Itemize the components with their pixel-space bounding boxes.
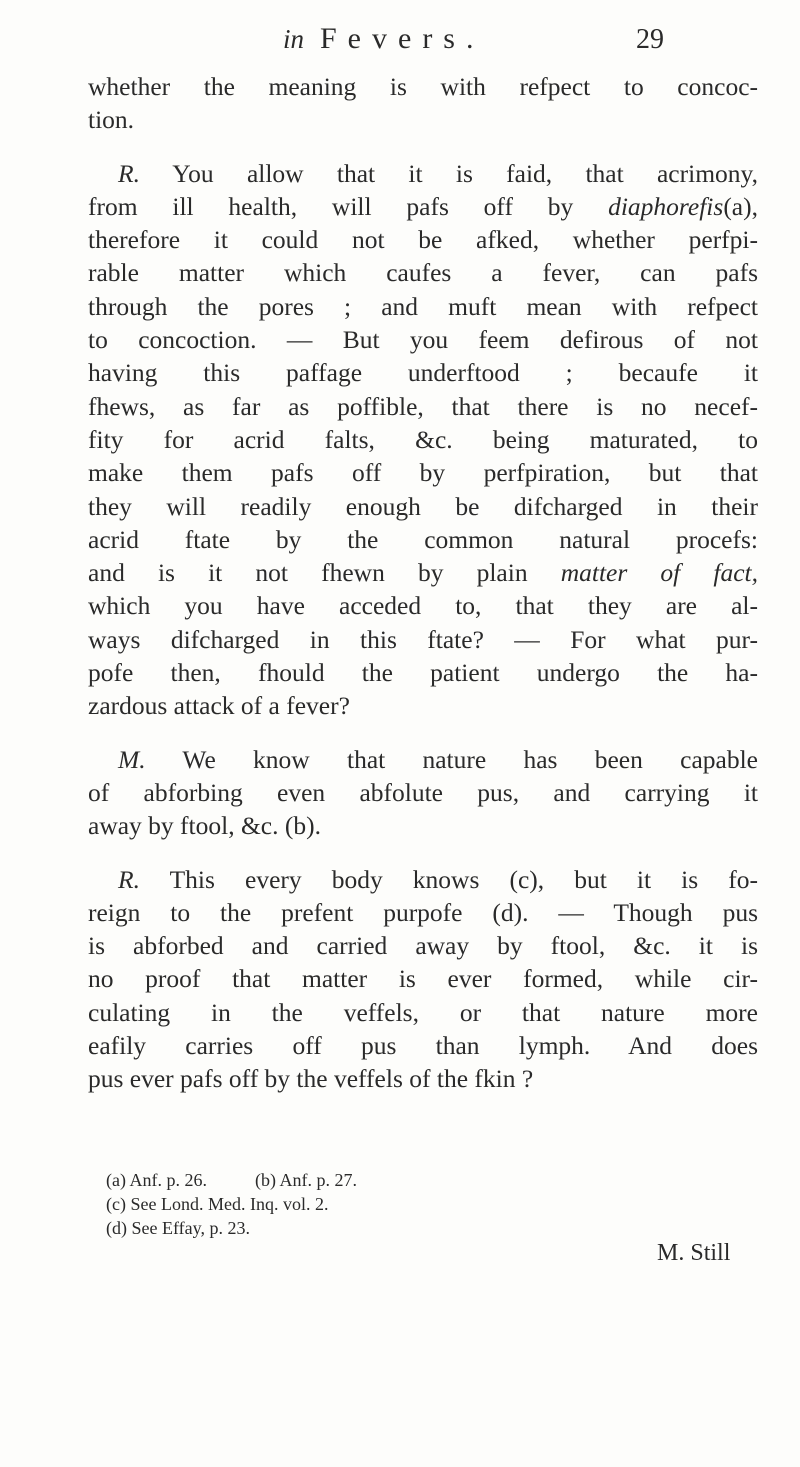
- footnote: (a) Anf. p. 26. (b) Anf. p. 27.: [106, 1170, 357, 1190]
- running-header: [0, 18, 800, 62]
- text-line: to concoction. — But you feem defirous of not: [88, 325, 758, 355]
- catchword: M. Still: [657, 1240, 731, 1266]
- speaker-label: M.: [118, 744, 146, 774]
- footnotes: [106, 1168, 706, 1240]
- text-line: is abforbed and carried away by ftool, &c. it is: [88, 931, 758, 961]
- text-line: acrid ftate by the common natural procefs:: [88, 524, 758, 554]
- text-line: eafily carries off pus than lymph. And does: [88, 1031, 758, 1061]
- text-line: they will readily enough be difcharged in their: [88, 491, 758, 521]
- text-line: therefore it could not be afked, whether perfpi-: [88, 225, 758, 255]
- text-line: of abforbing even abfolute pus, and carrying it: [88, 777, 758, 807]
- text-line: R. You allow that it is faid, that acrimony,: [118, 158, 758, 188]
- speaker-label: R.: [118, 864, 140, 894]
- text-line: R. This every body knows (c), but it is fo-: [118, 864, 758, 894]
- text-line: having this paffage underftood ; becaufe it: [88, 358, 758, 388]
- footnote: (d) See Effay, p. 23.: [106, 1218, 250, 1238]
- italic-term: diaphorefis: [608, 191, 724, 221]
- text-line: make them pafs off by perfpiration, but that: [88, 458, 758, 488]
- text-line: away by ftool, &c. (b).: [88, 811, 321, 841]
- footnote: (c) See Lond. Med. Inq. vol. 2.: [106, 1194, 329, 1214]
- text-line: zardous attack of a fever?: [88, 691, 350, 721]
- text-line: tion.: [88, 105, 135, 135]
- text-line: fity for acrid falts, &c. being maturated, to: [88, 424, 758, 454]
- text-line: reign to the prefent purpofe (d). — Though pus: [88, 897, 758, 927]
- text-line: rable matter which caufes a fever, can pafs: [88, 258, 758, 288]
- body-text: [88, 70, 758, 1096]
- footnote-ref: (a),: [723, 191, 758, 221]
- text-line: fhews, as far as poffible, that there is no necef-: [88, 391, 758, 421]
- text-line: which you have acceded to, that they are al-: [88, 591, 758, 621]
- italic-term: matter of fact,: [560, 558, 759, 588]
- text-line: pofe then, fhould the patient undergo the ha-: [88, 658, 758, 688]
- speaker-label: R.: [118, 158, 140, 188]
- text-line: pus ever pafs off by the veffels of the fkin ?: [88, 1064, 534, 1094]
- header-title: Fevers.: [320, 22, 485, 55]
- text-line: no proof that matter is ever formed, while cir-: [88, 964, 758, 994]
- header-prefix: in: [283, 24, 305, 54]
- text-line: M. We know that nature has been capable: [118, 744, 758, 774]
- text-line: through the pores ; and muft mean with refpect: [88, 291, 758, 321]
- text-line: whether the meaning is with refpect to concoc-: [88, 72, 758, 101]
- text-line: ways difcharged in this ftate? — For what pur-: [88, 624, 758, 654]
- text-line: culating in the veffels, or that nature more: [88, 997, 758, 1027]
- text-line: and is it not fhewn by plain matter of fact,: [88, 558, 759, 588]
- page-number: 29: [636, 24, 664, 55]
- text-line: from ill health, will pafs off by diaphorefis(a),: [88, 191, 758, 221]
